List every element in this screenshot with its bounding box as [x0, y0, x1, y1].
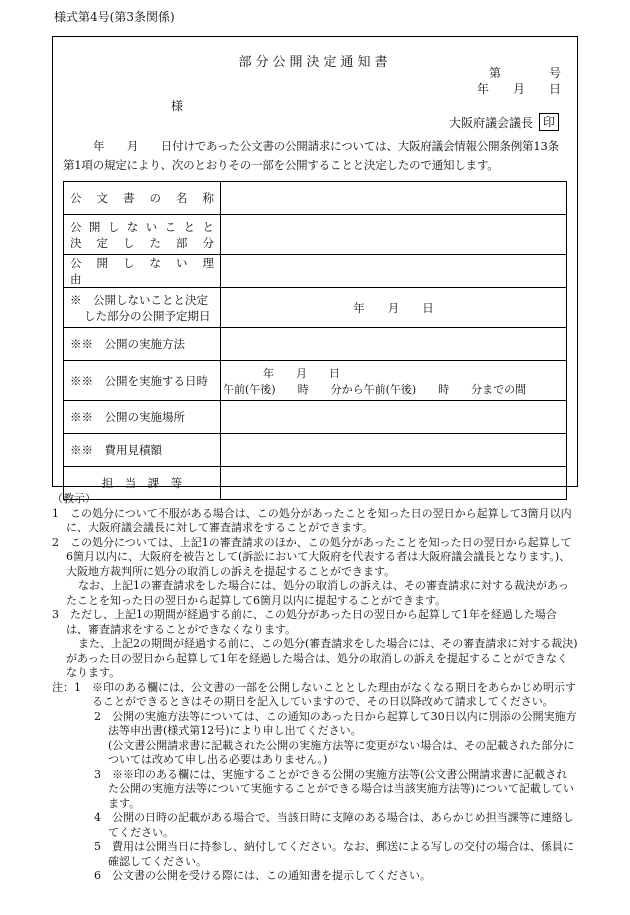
label-scheduled-line1: ※ 公開しないことと決定 [70, 292, 208, 307]
intro-paragraph: 年 月 日付けであった公文書の公開請求については、大阪府議会情報公開条例第13条第1項の規定により、次のとおりその一部を公開することと決定したので通知します。 [63, 139, 559, 172]
label-scheduled-line2: した部分の公開予定期日 [84, 308, 211, 323]
label-place: ※※ 公開の実施場所 [64, 401, 221, 434]
document-number: 第 号 [488, 66, 561, 80]
label-section: 担 当 課 等 [64, 467, 221, 500]
value-document-name[interactable] [221, 182, 567, 215]
teaching-2b: なお、上記1の審査請求をした場合には、処分の取消しの訴えは、その審査請求に対する裁決があったことを知った日の翌日から起算して6箇月以内に提起することができます。 [66, 579, 569, 607]
row-datetime [64, 361, 567, 401]
notice-frame [52, 36, 578, 490]
label-nondisclosed-line1: 公開しないことと [70, 219, 214, 234]
value-nondisclosed-part[interactable] [221, 215, 567, 255]
datetime-date: 年 月 日 [263, 366, 340, 380]
label-nondisclosed-line2: 決 定 し た 部 分 [70, 235, 214, 250]
note-4: 4 公開の日時の記載がある場合で、当該日時に支障のある場合は、あらかじめ担当課等に連絡してください。 [94, 811, 574, 839]
instructions-block [52, 492, 578, 884]
value-method[interactable] [221, 328, 567, 361]
note-5: 5 費用は公開当日に持参し、納付してください。なお、郵送による写しの交付の場合は、係員に確認してください。 [94, 840, 574, 868]
issuer-title: 大阪府議会議長 [448, 115, 533, 130]
seal-mark: 印 [539, 113, 559, 131]
label-method: ※※ 公開の実施方法 [64, 328, 221, 361]
value-datetime[interactable] [221, 361, 567, 401]
row-cost [64, 434, 567, 467]
label-reason: 公 開 し な い 理 由 [64, 255, 221, 288]
value-place[interactable] [221, 401, 567, 434]
form-number: 様式第4号(第3条関係) [54, 10, 175, 24]
document-date: 年 月 日 [476, 82, 561, 96]
label-scheduled-date [64, 288, 221, 328]
row-place [64, 401, 567, 434]
label-cost: ※※ 費用見積額 [64, 434, 221, 467]
document-number-date [477, 65, 561, 97]
label-document-name: 公 文 書 の 名 称 [64, 182, 221, 215]
row-nondisclosed-part [64, 215, 567, 255]
label-datetime: ※※ 公開を実施する日時 [64, 361, 221, 401]
note-6: 6 公文書の公開を受ける際には、この通知書を提示してください。 [94, 869, 431, 882]
teaching-3b: また、上記2の期間が経過する前に、この処分(審査請求をした場合には、その審査請求に対する裁決)があった日の翌日から起算して1年を経過した場合は、処分の取消しの訴えを提起することができなくなります。 [66, 637, 578, 679]
note-2: 2 公開の実施方法等については、この通知のあった日から起算して30日以内に別添の公開実施方法等申出書(様式第12号)により申し出てください。 [94, 709, 577, 737]
teaching-3: 3 ただし、上記1の期間が経過する前に、この処分があった日の翌日から起算して1年を経過した場合は、審査請求をすることができなくなります。 [52, 608, 557, 636]
note-1: 注：1 ※印のある欄には、公文書の一部を公開しないこととした理由がなくなる期日をあらかじめ明示することができるときはその期日を記入していますので、その日以降改めて請求してください。 [52, 680, 576, 708]
note-3: 3 ※※印のある欄には、実施することができる公開の実施方法等(公文書公開請求書に記載された公開の実施方法等について実施することができる場合は当該実施方法等)について記載しています。 [94, 767, 574, 810]
value-scheduled-date[interactable]: 年 月 日 [221, 288, 567, 328]
label-nondisclosed-part [64, 215, 221, 255]
row-document-name [64, 182, 567, 215]
teaching-1: 1 この処分について不服がある場合は、この処分があったことを知った日の翌日から起算して3箇月以内に、大阪府議会議長に対して審査請求をすることができます。 [52, 506, 572, 534]
row-method [64, 328, 567, 361]
addressee: 様 [171, 99, 184, 113]
row-reason [64, 255, 567, 288]
note-2b: (公文書公開請求書に記載された公開の実施方法等に変更がない場合は、その記載された部分については改めて申し出る必要はありません。) [108, 738, 575, 766]
teaching-2: 2 この処分については、上記1の審査請求のほか、この処分があったことを知った日の翌日から起算して6箇月以内に、大阪府を被告として(訴訟において大阪府を代表する者は大阪府議会議長となります。)、大阪地方裁判所に処分の取消しの訴えを提起することができます。 [52, 535, 572, 578]
row-scheduled-date [64, 288, 567, 328]
value-reason[interactable] [221, 255, 567, 288]
teaching-heading: （教示） [52, 492, 96, 505]
datetime-range: 午前(午後) 時 分から午前(午後) 時 分までの間 [223, 382, 527, 396]
value-cost[interactable] [221, 434, 567, 467]
document-title: 部分公開決定通知書 [238, 55, 392, 70]
decision-table [63, 181, 567, 500]
issuer [449, 113, 559, 131]
